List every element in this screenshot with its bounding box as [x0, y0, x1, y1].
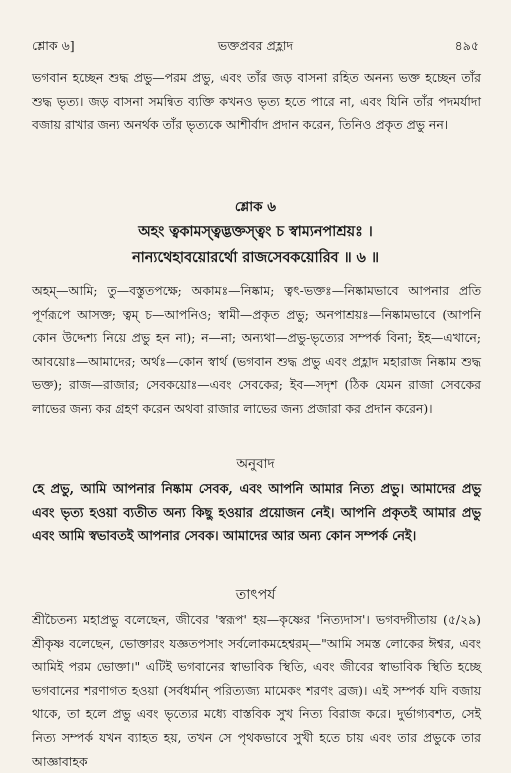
header-title: ভক্তপ্রবর প্রহ্লাদ	[217, 38, 294, 53]
header-chapter-ref: শ্লোক ৬]	[32, 38, 75, 53]
word-meanings: অহম্—আমি; তু—বস্তুতপক্ষে; অকামঃ—নিষ্কাম; ত্বৎ-ভক্তঃ—নিষ্কামভাবে আপনার প্রতি পূর্ণরূপে আসক্ত; ত্বম্ চ—আপনিও; স্বামী—প্রকৃত প্রভু; অনপাশ্রয়ঃ—নিষ্কামভাবে (আপনি কোন উদ্দেশ্য নিয়ে প্রভু হন না); ন—না; অন্যথা—প্রভু-ভৃত্যের সম্পর্ক বিনা; ইহ—এখানে; আবয়োঃ—আমাদের; অর্থঃ—কোন স্বার্থ (ভগবান শুদ্ধ প্রভু এবং প্রহ্লাদ মহারাজ নিষ্কাম শুদ্ধ ভক্ত); রাজ—রাজার; সেবকয়োঃ—এবং সেবকের; ইব—সদৃশ (ঠিক যেমন রাজা সেবকের লাভের জন্য কর গ্রহণ করেন অথবা রাজার লাভের জন্য প্রজারা কর প্রদান করেন)।	[32, 283, 481, 416]
verse-line-1: অহং ত্বকামস্ত্বদ্ভক্তস্ত্বং চ স্বাম্যনপাশ্রয়ঃ ।	[138, 224, 373, 240]
verse-line-2: নান্যথেহাবয়োরর্থো রাজসেবকয়োরিব ॥ ৬ ॥	[132, 250, 379, 266]
purport-text: শ্রীচৈতন্য মহাপ্রভু বলেছেন, জীবের 'স্বরূপ' হয়—কৃষ্ণের 'নিত্যদাস'। ভগবদ্গীতায় (৫/২৯) শ্রীকৃষ্ণ বলেছেন, ভোক্তারং যজ্ঞতপসাং সর্বলোকমহেশ্বরম্—"আমি সমস্ত লোকের ঈশ্বর, এবং আমিই পরম ভোক্তা।" এটিই ভগবানের স্বাভাবিক স্থিতি, এবং জীবের স্বাভাবিক স্থিতি হচ্ছে ভগবানের শরণাগত হওয়া (সর্বধর্মান্ পরিত্যজ্য মামেকং শরণং ব্রজ)। এই সম্পর্ক যদি বজায় থাকে, তা হলে প্রভু এবং ভৃত্যের মধ্যে বাস্তবিক সুখ নিত্য বিরাজ করে। দুর্ভাগ্যবশত, সেই নিত্য সম্পর্ক যখন ব্যাহত হয়, তখন সে পৃথকভাবে সুখী হতে চায় এবং তার প্রভুকে তার আজ্ঞাবাহক	[32, 612, 481, 769]
purport-heading: তাৎপর্য	[235, 587, 276, 603]
page-header	[32, 39, 479, 57]
translation-heading: অনুবাদ	[236, 456, 275, 472]
translation-text: হে প্রভু, আমি আপনার নিষ্কাম সেবক, এবং আপনি আমার নিত্য প্রভু। আমাদের প্রভু এবং ভৃত্য হওয়া ব্যতীত অন্য কিছু হওয়ার প্রয়োজন নেই। আপনি প্রকৃতই আমার প্রভু এবং আমি স্বভাবতই আপনার সেবক। আমাদের আর অন্য কোন সম্পর্ক নেই।	[32, 482, 481, 545]
page-number: ৪৯৫	[454, 38, 479, 53]
intro-paragraph: ভগবান হচ্ছেন শুদ্ধ প্রভু—পরম প্রভু, এবং তাঁর জড় বাসনা রহিত অনন্য ভক্ত হচ্ছেন তাঁর শুদ্ধ ভৃত্য। জড় বাসনা সমন্বিত ব্যক্তি কখনও ভৃত্য হতে পারে না, এবং যিনি তাঁর পদমর্যাদা বজায় রাখার জন্য অনর্থক তাঁর ভৃত্যকে আশীর্বাদ প্রদান করেন, তিনিও প্রকৃত প্রভু নন।	[32, 70, 481, 133]
sloka-heading: শ্লোক ৬	[234, 199, 277, 215]
